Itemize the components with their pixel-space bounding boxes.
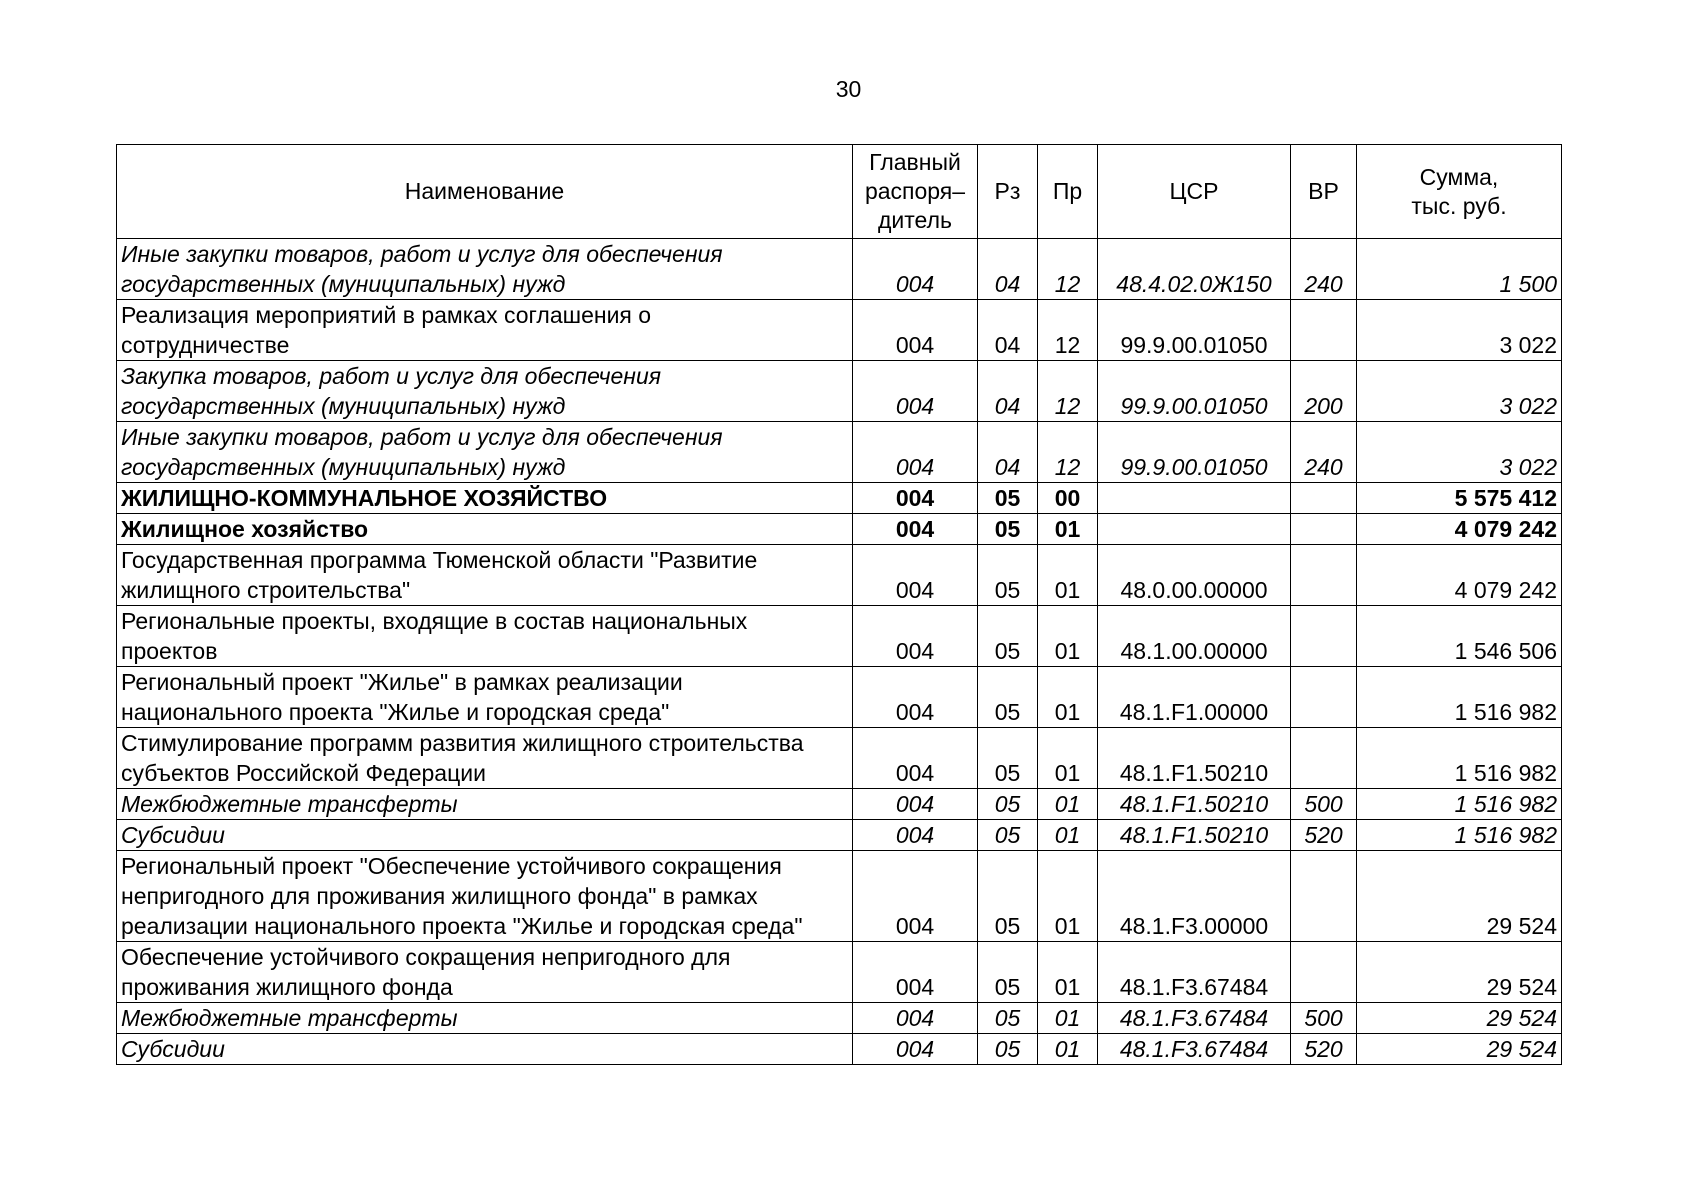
section-cell: 05 [978, 820, 1038, 851]
chief-administrator-cell: 004 [853, 820, 978, 851]
table-row [117, 300, 1562, 361]
name-line: проживания жилищного фонда [121, 974, 453, 1000]
amount-cell: 1 516 982 [1357, 728, 1562, 789]
name-cell [117, 942, 853, 1003]
table-row [117, 789, 1562, 820]
section-cell: 04 [978, 361, 1038, 422]
name-line: ЖИЛИЩНО-КОММУНАЛЬНОЕ ХОЗЯЙСТВО [121, 485, 608, 511]
target-article-cell: 48.1.F1.00000 [1098, 667, 1291, 728]
name-line: государственных (муниципальных) нужд [121, 271, 566, 297]
subsection-cell: 12 [1038, 422, 1098, 483]
table-row [117, 422, 1562, 483]
amount-cell: 3 022 [1357, 300, 1562, 361]
subsection-cell: 01 [1038, 1003, 1098, 1034]
chief-administrator-cell: 004 [853, 239, 978, 300]
target-article-cell: 48.1.F1.50210 [1098, 728, 1291, 789]
expense-type-cell: 520 [1291, 820, 1357, 851]
name-line: Субсидии [121, 1036, 225, 1062]
expense-type-cell [1291, 606, 1357, 667]
header-target-article: ЦСР [1098, 145, 1291, 239]
header-chief-administrator [853, 145, 978, 239]
name-line: Обеспечение устойчивого сокращения непригодного для [121, 944, 731, 970]
expense-type-cell [1291, 942, 1357, 1003]
section-cell: 05 [978, 942, 1038, 1003]
name-line: субъектов Российской Федерации [121, 760, 486, 786]
expense-type-cell: 200 [1291, 361, 1357, 422]
table-row [117, 483, 1562, 514]
amount-cell: 1 516 982 [1357, 820, 1562, 851]
header-amount [1357, 145, 1562, 239]
section-cell: 04 [978, 300, 1038, 361]
chief-administrator-cell: 004 [853, 1003, 978, 1034]
name-line: государственных (муниципальных) нужд [121, 454, 566, 480]
chief-administrator-cell: 004 [853, 361, 978, 422]
name-line: реализации национального проекта "Жилье и городская среда" [121, 913, 803, 939]
table-row [117, 361, 1562, 422]
chief-administrator-cell: 004 [853, 422, 978, 483]
amount-cell: 29 524 [1357, 851, 1562, 942]
subsection-cell: 01 [1038, 667, 1098, 728]
chief-administrator-cell: 004 [853, 545, 978, 606]
name-cell [117, 545, 853, 606]
header-subsection: Пр [1038, 145, 1098, 239]
section-cell: 05 [978, 1034, 1038, 1065]
name-cell [117, 1003, 853, 1034]
name-cell [117, 820, 853, 851]
header-expense-type: ВР [1291, 145, 1357, 239]
name-line: непригодного для проживания жилищного фонда" в рамках [121, 883, 758, 909]
name-line: Иные закупки товаров, работ и услуг для обеспечения [121, 424, 723, 450]
amount-cell: 1 500 [1357, 239, 1562, 300]
name-line: национального проекта "Жилье и городская среда" [121, 699, 670, 725]
expense-type-cell: 500 [1291, 1003, 1357, 1034]
expense-type-cell [1291, 545, 1357, 606]
name-line: сотрудничестве [121, 332, 290, 358]
subsection-cell: 00 [1038, 483, 1098, 514]
name-line: Региональный проект "Обеспечение устойчивого сокращения [121, 853, 782, 879]
header-row [117, 145, 1562, 239]
target-article-cell: 48.1.F1.50210 [1098, 820, 1291, 851]
expense-type-cell: 520 [1291, 1034, 1357, 1065]
section-cell: 04 [978, 239, 1038, 300]
chief-administrator-cell: 004 [853, 300, 978, 361]
amount-cell: 1 516 982 [1357, 789, 1562, 820]
table-row [117, 1003, 1562, 1034]
name-cell [117, 239, 853, 300]
target-article-cell: 99.9.00.01050 [1098, 422, 1291, 483]
section-cell: 05 [978, 545, 1038, 606]
target-article-cell: 48.1.F3.67484 [1098, 1034, 1291, 1065]
header-amount-line1: Сумма, [1419, 163, 1499, 190]
target-article-cell: 48.4.02.0Ж150 [1098, 239, 1291, 300]
expense-type-cell: 240 [1291, 422, 1357, 483]
subsection-cell: 01 [1038, 606, 1098, 667]
amount-cell: 3 022 [1357, 422, 1562, 483]
amount-cell: 1 516 982 [1357, 667, 1562, 728]
target-article-cell: 48.0.00.00000 [1098, 545, 1291, 606]
name-cell [117, 728, 853, 789]
table-row [117, 942, 1562, 1003]
section-cell: 05 [978, 667, 1038, 728]
target-article-cell: 99.9.00.01050 [1098, 300, 1291, 361]
chief-administrator-cell: 004 [853, 942, 978, 1003]
name-line: Субсидии [121, 822, 225, 848]
name-cell [117, 361, 853, 422]
name-line: Межбюджетные трансферты [121, 1005, 458, 1031]
name-cell [117, 789, 853, 820]
subsection-cell: 01 [1038, 851, 1098, 942]
target-article-cell: 48.1.F3.00000 [1098, 851, 1291, 942]
table-row [117, 606, 1562, 667]
amount-cell: 29 524 [1357, 942, 1562, 1003]
table-row [117, 667, 1562, 728]
section-cell: 05 [978, 483, 1038, 514]
amount-cell: 3 022 [1357, 361, 1562, 422]
expense-type-cell [1291, 300, 1357, 361]
expense-type-cell [1291, 667, 1357, 728]
name-cell [117, 667, 853, 728]
table-row [117, 545, 1562, 606]
subsection-cell: 01 [1038, 942, 1098, 1003]
section-cell: 05 [978, 514, 1038, 545]
page-number: 30 [835, 76, 862, 102]
expense-type-cell [1291, 728, 1357, 789]
subsection-cell: 12 [1038, 300, 1098, 361]
name-line: Закупка товаров, работ и услуг для обеспечения [121, 363, 662, 389]
table-row [117, 239, 1562, 300]
name-cell [117, 514, 853, 545]
name-line: Жилищное хозяйство [121, 516, 369, 542]
section-cell: 05 [978, 1003, 1038, 1034]
chief-administrator-cell: 004 [853, 851, 978, 942]
expense-type-cell [1291, 483, 1357, 514]
table-body [117, 239, 1562, 1065]
expense-type-cell [1291, 851, 1357, 942]
chief-administrator-cell: 004 [853, 667, 978, 728]
name-line: проектов [121, 638, 218, 664]
target-article-cell [1098, 483, 1291, 514]
header-chief-administrator-line3: дитель [878, 207, 952, 233]
chief-administrator-cell: 004 [853, 606, 978, 667]
expense-type-cell: 240 [1291, 239, 1357, 300]
amount-cell: 1 546 506 [1357, 606, 1562, 667]
section-cell: 05 [978, 728, 1038, 789]
name-line: Государственная программа Тюменской области "Развитие [121, 547, 758, 573]
name-cell [117, 300, 853, 361]
expense-type-cell [1291, 514, 1357, 545]
subsection-cell: 01 [1038, 514, 1098, 545]
name-cell [117, 483, 853, 514]
name-line: Межбюджетные трансферты [121, 791, 458, 817]
amount-cell: 5 575 412 [1357, 483, 1562, 514]
table-row [117, 820, 1562, 851]
name-line: Региональные проекты, входящие в состав национальных [121, 608, 748, 634]
target-article-cell [1098, 514, 1291, 545]
header-name: Наименование [117, 145, 853, 239]
section-cell: 05 [978, 789, 1038, 820]
chief-administrator-cell: 004 [853, 483, 978, 514]
table-row [117, 514, 1562, 545]
amount-cell: 29 524 [1357, 1003, 1562, 1034]
name-line: Иные закупки товаров, работ и услуг для обеспечения [121, 241, 723, 267]
table-row [117, 728, 1562, 789]
header-chief-administrator-line2: распоря– [864, 178, 966, 204]
name-line: жилищного строительства" [121, 577, 411, 603]
header-chief-administrator-line1: Главный [869, 149, 961, 175]
subsection-cell: 01 [1038, 545, 1098, 606]
section-cell: 05 [978, 606, 1038, 667]
expense-type-cell: 500 [1291, 789, 1357, 820]
section-cell: 05 [978, 851, 1038, 942]
subsection-cell: 01 [1038, 1034, 1098, 1065]
subsection-cell: 12 [1038, 361, 1098, 422]
name-cell [117, 606, 853, 667]
amount-cell: 4 079 242 [1357, 514, 1562, 545]
target-article-cell: 48.1.F1.50210 [1098, 789, 1291, 820]
subsection-cell: 01 [1038, 728, 1098, 789]
name-line: Реализация мероприятий в рамках соглашения о [121, 302, 652, 328]
chief-administrator-cell: 004 [853, 789, 978, 820]
section-cell: 04 [978, 422, 1038, 483]
table-row [117, 851, 1562, 942]
name-cell [117, 851, 853, 942]
chief-administrator-cell: 004 [853, 514, 978, 545]
name-line: Региональный проект "Жилье" в рамках реализации [121, 669, 683, 695]
target-article-cell: 48.1.00.00000 [1098, 606, 1291, 667]
name-line: Стимулирование программ развития жилищного строительства [121, 730, 804, 756]
name-line: государственных (муниципальных) нужд [121, 393, 566, 419]
target-article-cell: 48.1.F3.67484 [1098, 942, 1291, 1003]
chief-administrator-cell: 004 [853, 728, 978, 789]
budget-table [116, 144, 1562, 1065]
header-amount-line2: тыс. руб. [1411, 192, 1507, 219]
subsection-cell: 01 [1038, 820, 1098, 851]
target-article-cell: 99.9.00.01050 [1098, 361, 1291, 422]
table-row [117, 1034, 1562, 1065]
subsection-cell: 01 [1038, 789, 1098, 820]
header-section: Рз [978, 145, 1038, 239]
chief-administrator-cell: 004 [853, 1034, 978, 1065]
name-cell [117, 422, 853, 483]
amount-cell: 29 524 [1357, 1034, 1562, 1065]
target-article-cell: 48.1.F3.67484 [1098, 1003, 1291, 1034]
name-cell [117, 1034, 853, 1065]
subsection-cell: 12 [1038, 239, 1098, 300]
amount-cell: 4 079 242 [1357, 545, 1562, 606]
